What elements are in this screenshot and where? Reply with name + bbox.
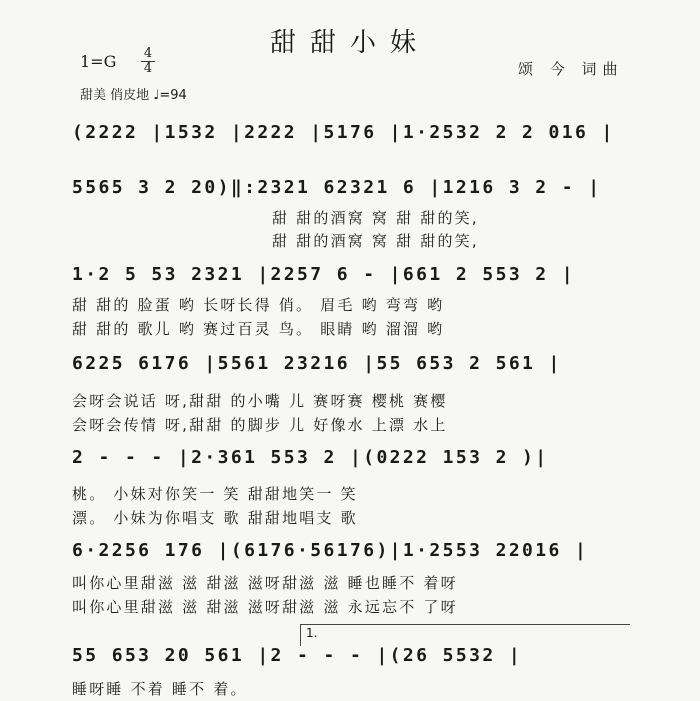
notation-row-7: 55 653 20 561 |2 - - - |(26 5532 |	[72, 645, 523, 666]
lyric-row-5-verse-2: 漂。 小妹为你唱支 歌 甜甜地唱支 歌	[72, 509, 358, 527]
song-title: 甜甜小妹	[269, 28, 430, 58]
lyric-row-6-verse-2: 叫你心里甜滋 滋 甜滋 滋呀甜滋 滋 永远忘不 了呀	[72, 598, 458, 616]
lyric-row-4-verse-1: 会呀会说话 呀,甜甜 的小嘴 儿 赛呀赛 樱桃 赛樱	[72, 392, 448, 410]
volta-bracket-edge	[300, 624, 301, 646]
time-signature	[141, 47, 155, 76]
lyric-row-2-verse-1: 甜 甜的酒窝 窝 甜 甜的笑,	[272, 209, 479, 227]
lyric-row-2-verse-2: 甜 甜的酒窝 窝 甜 甜的笑,	[272, 232, 479, 250]
notation-row-1: (2222 |1532 |2222 |5176 |1·2532 2 2 016 |	[72, 122, 615, 143]
notation-row-5: 2 - - - |2·361 553 2 |(0222 153 2 )|	[72, 447, 549, 468]
author-credit: 颂 今 词曲	[518, 60, 624, 78]
tempo-marking: 甜美 俏皮地 ♩=94	[80, 88, 187, 103]
volta-label: 1.	[306, 626, 318, 640]
lyric-row-7-verse-1: 睡呀睡 不着 睡不 着。	[72, 680, 248, 698]
lyric-row-3-verse-1: 甜 甜的 脸蛋 哟 长呀长得 俏。 眉毛 哟 弯弯 哟	[72, 296, 445, 314]
notation-row-6: 6·2256 176 |(6176·56176)|1·2553 22016 |	[72, 540, 589, 561]
lyric-row-4-verse-2: 会呀会传情 呀,甜甜 的脚步 儿 好像水 上漂 水上	[72, 416, 448, 434]
key-signature: 1=G	[80, 52, 117, 71]
time-signature-denominator: 4	[141, 61, 155, 76]
time-signature-numerator: 4	[143, 46, 153, 61]
lyric-row-3-verse-2: 甜 甜的 歌儿 哟 赛过百灵 鸟。 眼睛 哟 溜溜 哟	[72, 320, 445, 338]
volta-bracket-line	[300, 624, 630, 625]
lyric-row-6-verse-1: 叫你心里甜滋 滋 甜滋 滋呀甜滋 滋 睡也睡不 着呀	[72, 574, 458, 592]
notation-row-4: 6225 6176 |5561 23216 |55 653 2 561 |	[72, 353, 562, 374]
lyric-row-5-verse-1: 桃。 小妹对你笑一 笑 甜甜地笑一 笑	[72, 485, 358, 503]
notation-row-2: 5565 3 2 20)‖:2321 62321 6 |1216 3 2 - |	[72, 177, 602, 198]
notation-row-3: 1·2 5 53 2321 |2257 6 - |661 2 553 2 |	[72, 264, 576, 285]
